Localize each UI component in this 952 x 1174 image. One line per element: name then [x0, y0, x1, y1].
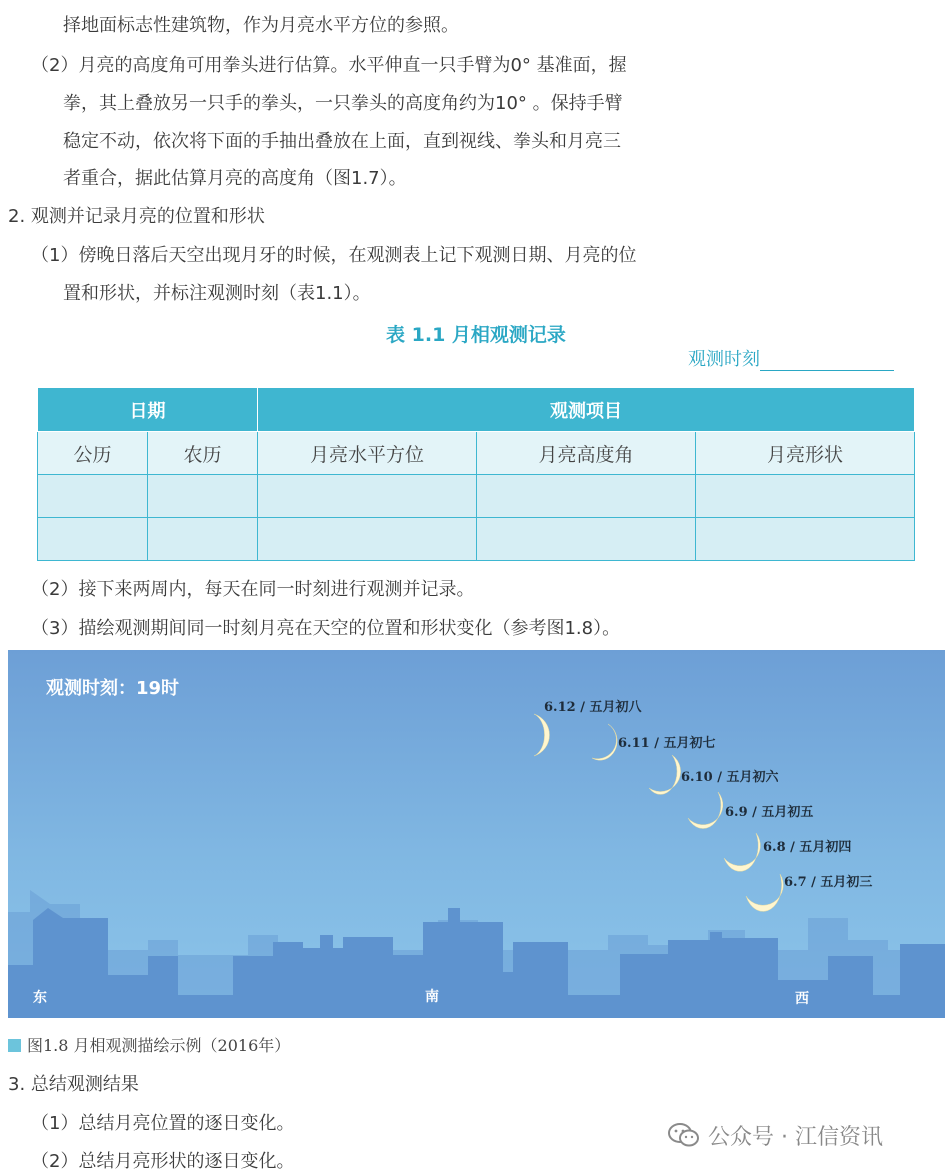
moon-phase-sequence	[8, 650, 945, 1018]
moon-phase-record-table	[37, 387, 915, 561]
observation-time-blank	[760, 350, 894, 371]
moon-observation-figure	[8, 650, 945, 1018]
section-heading: 2. 观测并记录月亮的位置和形状	[8, 206, 265, 227]
col-solar-date: 公历	[38, 432, 148, 475]
sky-time-label: 观测时刻：19时	[46, 678, 180, 699]
text-line: （1）总结月亮位置的逐日变化。	[31, 1113, 295, 1134]
wechat-icon	[668, 1122, 700, 1154]
moon-phase-6-12	[534, 714, 549, 756]
table-cell	[477, 475, 696, 518]
moon-label-6-10: 6.10 / 五月初六	[681, 770, 779, 785]
col-moon-shape: 月亮形状	[696, 432, 915, 475]
table-cell	[258, 475, 477, 518]
moon-label-6-11: 6.11 / 五月初七	[618, 736, 716, 751]
table-cell	[477, 518, 696, 561]
watermark-text: 公众号 · 江信资讯	[708, 1125, 883, 1150]
direction-south: 南	[425, 989, 439, 1005]
table-cell	[38, 518, 148, 561]
text-line: （2）接下来两周内，每天在同一时刻进行观测并记录。	[31, 579, 475, 600]
table-row	[38, 518, 915, 561]
figure-caption: 图1.8 月相观测描绘示例（2016年）	[8, 1033, 290, 1056]
text-line: （3）描绘观测期间同一时刻月亮在天空的位置和形状变化（参考图1.8）。	[31, 618, 621, 639]
table-cell	[696, 518, 915, 561]
table-cell	[38, 475, 148, 518]
watermark	[668, 1120, 883, 1154]
col-moon-azimuth: 月亮水平方位	[258, 432, 477, 475]
table-caption: 表 1.1 月相观测记录	[386, 324, 566, 346]
header-date: 日期	[38, 388, 258, 432]
col-lunar-date: 农历	[148, 432, 258, 475]
moon-phase-6-11	[592, 724, 617, 760]
moon-phase-6-9	[688, 792, 723, 829]
observation-time-field	[688, 345, 894, 371]
moon-label-6-8: 6.8 / 五月初四	[763, 840, 852, 855]
text-line: （2）月亮的高度角可用拳头进行估算。水平伸直一只手臂为0° 基准面，握	[31, 55, 627, 76]
moon-label-6-12: 6.12 / 五月初八	[544, 700, 642, 715]
text-line: （1）傍晚日落后天空出现月牙的时候，在观测表上记下观测日期、月亮的位	[31, 245, 637, 266]
moon-phase-6-10	[649, 755, 681, 794]
text-line: 拳，其上叠放另一只手的拳头，一只拳头的高度角约为10° 。保持手臂	[63, 93, 623, 114]
direction-east: 东	[33, 990, 47, 1006]
caption-square-icon	[8, 1039, 21, 1052]
moon-phase-6-7	[746, 874, 783, 911]
section-heading: 3. 总结观测结果	[8, 1074, 139, 1095]
text-line: 者重合，据此估算月亮的高度角（图1.7）。	[63, 168, 407, 189]
table-cell	[148, 518, 258, 561]
text-line: 择地面标志性建筑物，作为月亮水平方位的参照。	[63, 15, 459, 36]
moon-label-6-7: 6.7 / 五月初三	[784, 875, 873, 890]
observation-time-label: 观测时刻	[688, 349, 760, 370]
table-cell	[696, 475, 915, 518]
table-row	[38, 475, 915, 518]
text-line: （2）总结月亮形状的逐日变化。	[31, 1151, 295, 1172]
moon-label-6-9: 6.9 / 五月初五	[725, 805, 814, 820]
table-cell	[148, 475, 258, 518]
header-observation-items: 观测项目	[258, 388, 915, 432]
table-cell	[258, 518, 477, 561]
text-line: 稳定不动，依次将下面的手抽出叠放在上面，直到视线、拳头和月亮三	[63, 131, 621, 152]
col-moon-altitude: 月亮高度角	[477, 432, 696, 475]
direction-west: 西	[795, 991, 809, 1007]
text-line: 置和形状，并标注观测时刻（表1.1）。	[63, 283, 371, 304]
moon-phase-6-8	[724, 833, 760, 871]
